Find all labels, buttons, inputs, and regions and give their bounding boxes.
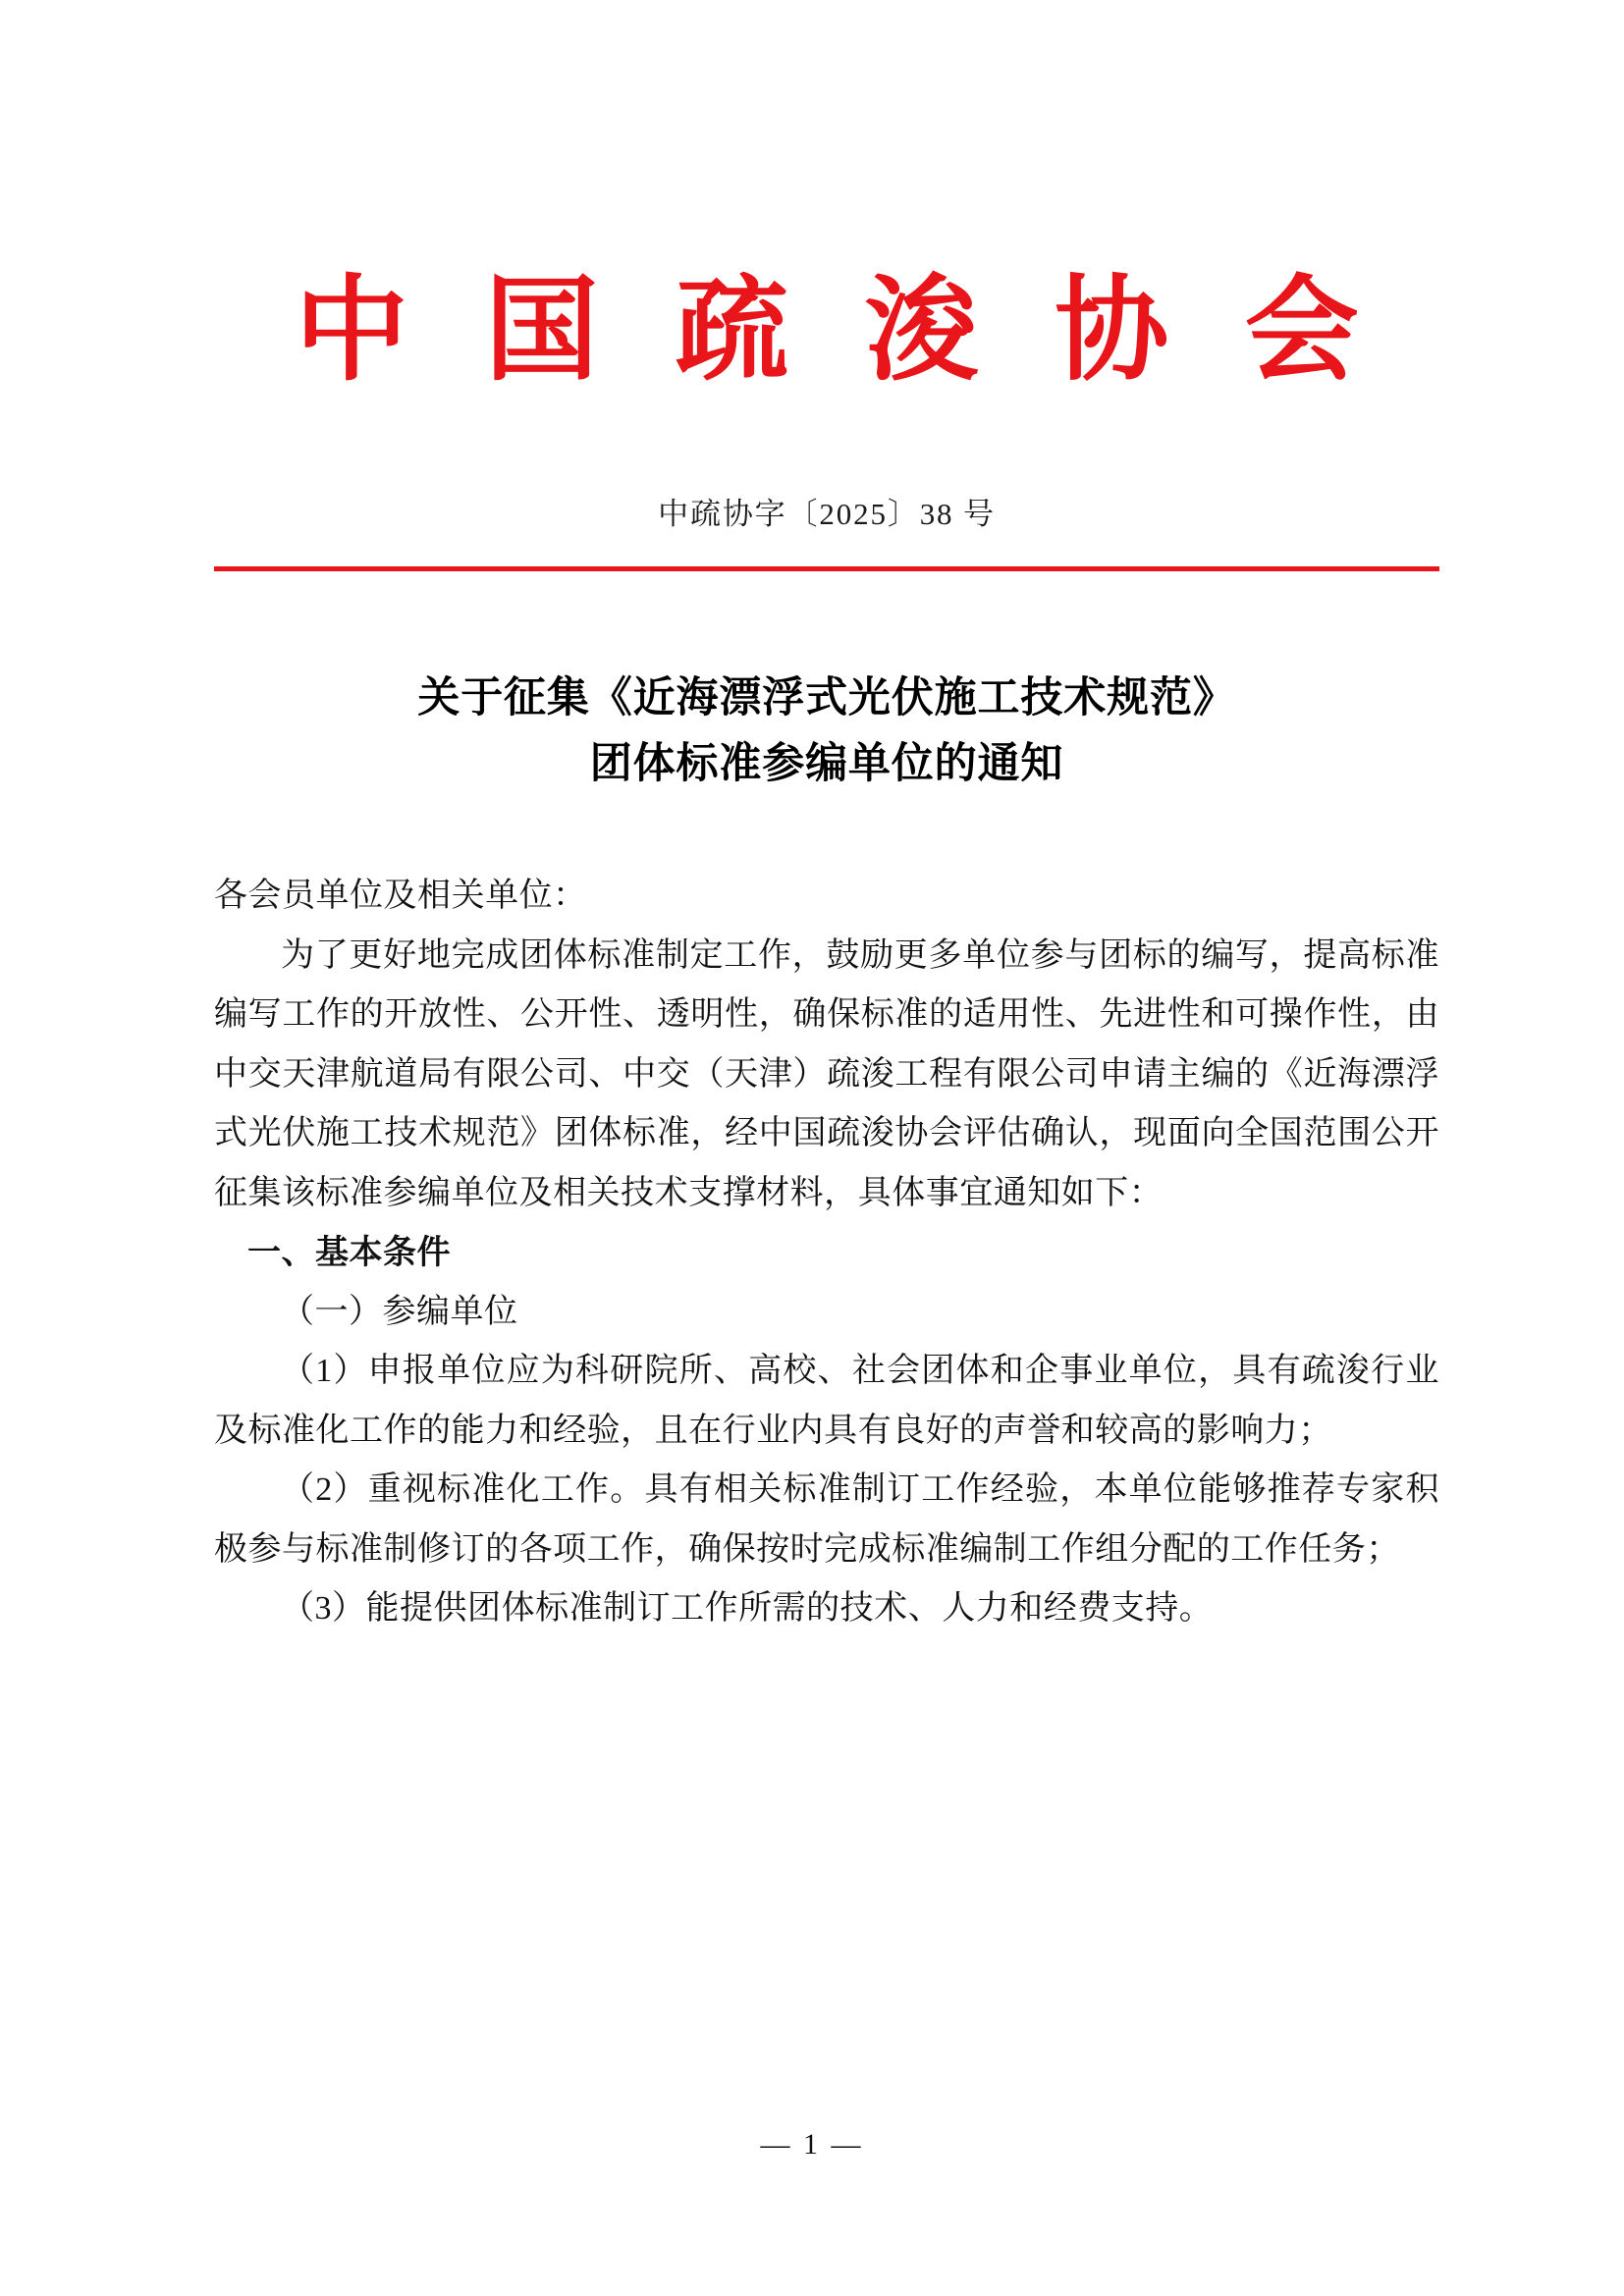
body-paragraph: 为了更好地完成团体标准制定工作，鼓励更多单位参与团标的编写，提高标准编写工作的开放性、公开性、透明性，确保标准的适用性、先进性和可操作性，由中交天津航道局有限公司、中交（天津）疏浚工程有限公司申请主编的《近海漂浮式光伏施工技术规范》团体标准，经中国疏浚协会评估确认，现面向全国范围公开征集该标准参编单位及相关技术支撑材料，具体事宜通知如下：	[214, 936, 1439, 1211]
list-item: （3）能提供团体标准制订工作所需的技术、人力和经费支持。	[281, 1590, 1214, 1628]
section-heading: 一、基本条件	[247, 1233, 452, 1273]
document-number: 中疏协字〔2025〕38 号	[658, 497, 996, 531]
list-item: （1）申报单位应为科研院所、高校、社会团体和企事业单位，具有疏浚行业及标准化工作的能力和经验，且在行业内具有良好的声誉和较高的影响力；	[214, 1353, 1439, 1449]
list-item: （2）重视标准化工作。具有相关标准制订工作经验，本单位能够推荐专家积极参与标准制修订的各项工作，确保按时完成标准编制工作组分配的工作任务；	[214, 1471, 1439, 1568]
page-number: — 1 —	[760, 2128, 864, 2161]
document-body	[214, 867, 1439, 1639]
document-content	[214, 0, 1439, 1639]
organization-letterhead: 中 国 疏 浚 协 会	[295, 263, 1378, 397]
red-divider-rule	[214, 566, 1439, 571]
page-title	[214, 666, 1439, 796]
subsection-heading: （一）参编单位	[281, 1293, 518, 1330]
salutation: 各会员单位及相关单位：	[214, 878, 587, 915]
page-title-line-2: 团体标准参编单位的通知	[589, 738, 1064, 788]
page-title-line-1: 关于征集《近海漂浮式光伏施工技术规范》	[417, 673, 1236, 722]
